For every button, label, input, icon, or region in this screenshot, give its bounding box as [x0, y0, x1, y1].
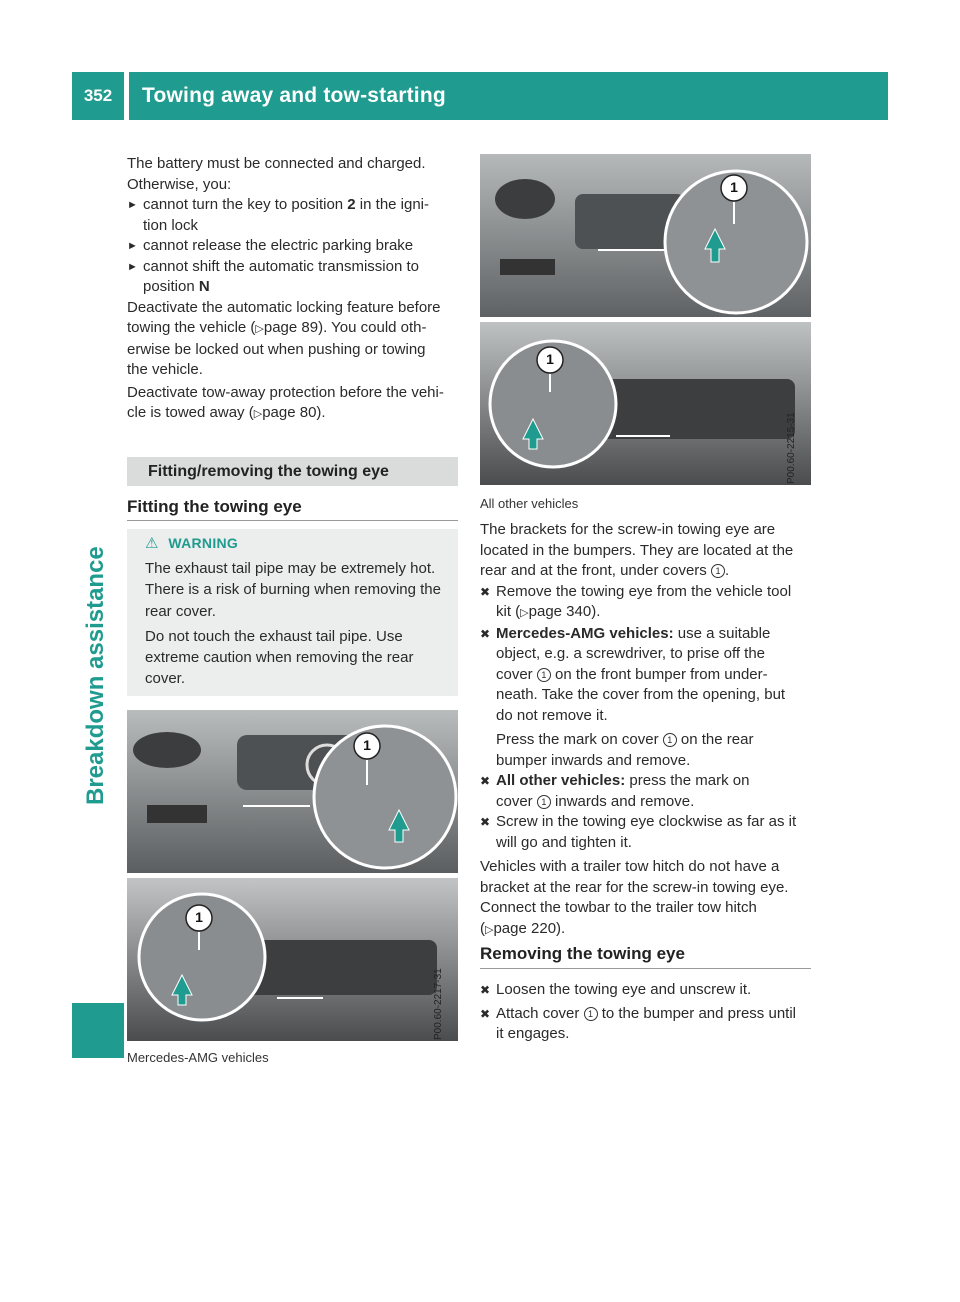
page-title: Towing away and tow-starting	[142, 84, 446, 107]
side-tab-title: Breakdown assistance	[82, 546, 109, 805]
page-ref-icon: ▷	[520, 607, 529, 619]
paragraph: Vehicles with a trailer tow hitch do not have a bracket at the rear for the screw-in towing eye. Connect the towbar to the trailer tow hitch (▷page 220).	[480, 858, 789, 937]
car-bumper-illustration	[127, 710, 458, 1041]
callout-number: 1	[195, 909, 203, 925]
callout-1-icon: 1	[537, 795, 551, 809]
bullet-item: ► cannot shift the automatic transmission to position N	[127, 257, 419, 295]
figure-amg	[127, 710, 458, 1041]
page-ref-icon: ▷	[485, 923, 494, 936]
callout-number: 1	[363, 737, 371, 753]
left-intro	[127, 154, 462, 425]
intro-line: The battery must be connected and charged.	[127, 155, 426, 172]
step-item: ✖ Attach cover 1 to the bumper and press until it engages.	[480, 1004, 796, 1042]
page-ref-link[interactable]: page 89). You could oth-	[263, 319, 427, 336]
paragraph: Deactivate tow-away protection before the vehi- cle is towed away (▷page 80).	[127, 383, 444, 421]
step-arrow-icon: ✖	[480, 626, 491, 641]
warning-text: The exhaust tail pipe may be extremely hot. There is a risk of burning when removing the rear cover. Do not touch the exhaust tail pipe. Use extreme caution when removing the rear cover.	[145, 560, 441, 688]
right-text	[480, 520, 815, 940]
step-item: ✖ Loosen the towing eye and unscrew it.	[480, 980, 815, 1001]
warning-heading: ⚠ WARNING	[145, 535, 239, 552]
callout-number: 1	[730, 179, 738, 195]
callout-1-icon: 1	[584, 1007, 598, 1021]
page-ref-link[interactable]: page 80).	[262, 404, 326, 421]
figure-caption: All other vehicles	[480, 496, 579, 511]
divider	[480, 968, 811, 969]
bullet-item: ► cannot turn the key to position 2 in the igni- tion lock	[127, 196, 430, 234]
step-item: ✖ Screw in the towing eye clockwise as far as it will go and tighten it.	[480, 813, 797, 851]
side-tab-block	[72, 1003, 124, 1058]
section-title: Fitting/removing the towing eye	[148, 463, 389, 480]
callout-1-icon: 1	[663, 733, 677, 747]
bullet-icon: ►	[127, 240, 138, 252]
bullet-icon: ►	[127, 199, 138, 211]
page-ref-icon: ▷	[253, 408, 263, 420]
page-ref-link[interactable]: page 340).	[528, 603, 601, 620]
callout-1-icon: 1	[711, 564, 725, 578]
right-steps2	[480, 980, 815, 1045]
bullet-item: ► cannot release the electric parking brake	[127, 236, 462, 257]
figure-code: P00.60-2217-31	[433, 968, 444, 1040]
page-ref-icon: ▷	[255, 323, 264, 335]
callout-number: 1	[546, 351, 554, 367]
step-item: ✖ All other vehicles: press the mark on cover 1 inwards and remove.	[480, 772, 750, 810]
figure-other	[480, 154, 811, 485]
step-arrow-icon: ✖	[480, 815, 491, 829]
subheading: Removing the towing eye	[480, 944, 685, 963]
page-number: 352	[72, 72, 124, 120]
step-arrow-icon: ✖	[480, 774, 491, 788]
figure-caption: Mercedes-AMG vehicles	[127, 1050, 269, 1065]
paragraph: The brackets for the screw-in towing eye are located in the bumpers. They are located at the rear and at the front, under covers 1 .	[480, 521, 794, 579]
step-arrow-icon: ✖	[480, 983, 491, 997]
step-item: ✖ Remove the towing eye from the vehicle tool kit (▷page 340).	[480, 582, 792, 620]
divider	[127, 520, 458, 521]
bullet-icon: ►	[127, 260, 138, 273]
step-arrow-icon: ✖	[480, 1006, 491, 1021]
callout-1-icon: 1	[537, 668, 551, 682]
intro-line: Otherwise, you:	[127, 175, 232, 193]
step-arrow-icon: ✖	[480, 584, 491, 599]
paragraph: Deactivate the automatic locking feature before towing the vehicle (▷page 89). You could oth- erwise be locked out when pushing or towing the vehicle.	[127, 298, 441, 378]
step-item: ✖ Mercedes-AMG vehicles: use a suitable object, e.g. a screwdriver, to prise off the cover 1 on the front bumper from under- neath. Take the cover from the opening, but do not remove it. Press the mark on cover 1 on the rear bumper inwards and remove.	[480, 624, 786, 769]
subheading: Fitting the towing eye	[127, 497, 302, 516]
page-ref-link[interactable]: page 220).	[493, 919, 566, 937]
figure-code: P00.60-2215-31	[786, 412, 797, 484]
warning-icon: ⚠	[145, 535, 159, 552]
car-bumper-illustration	[480, 154, 811, 485]
